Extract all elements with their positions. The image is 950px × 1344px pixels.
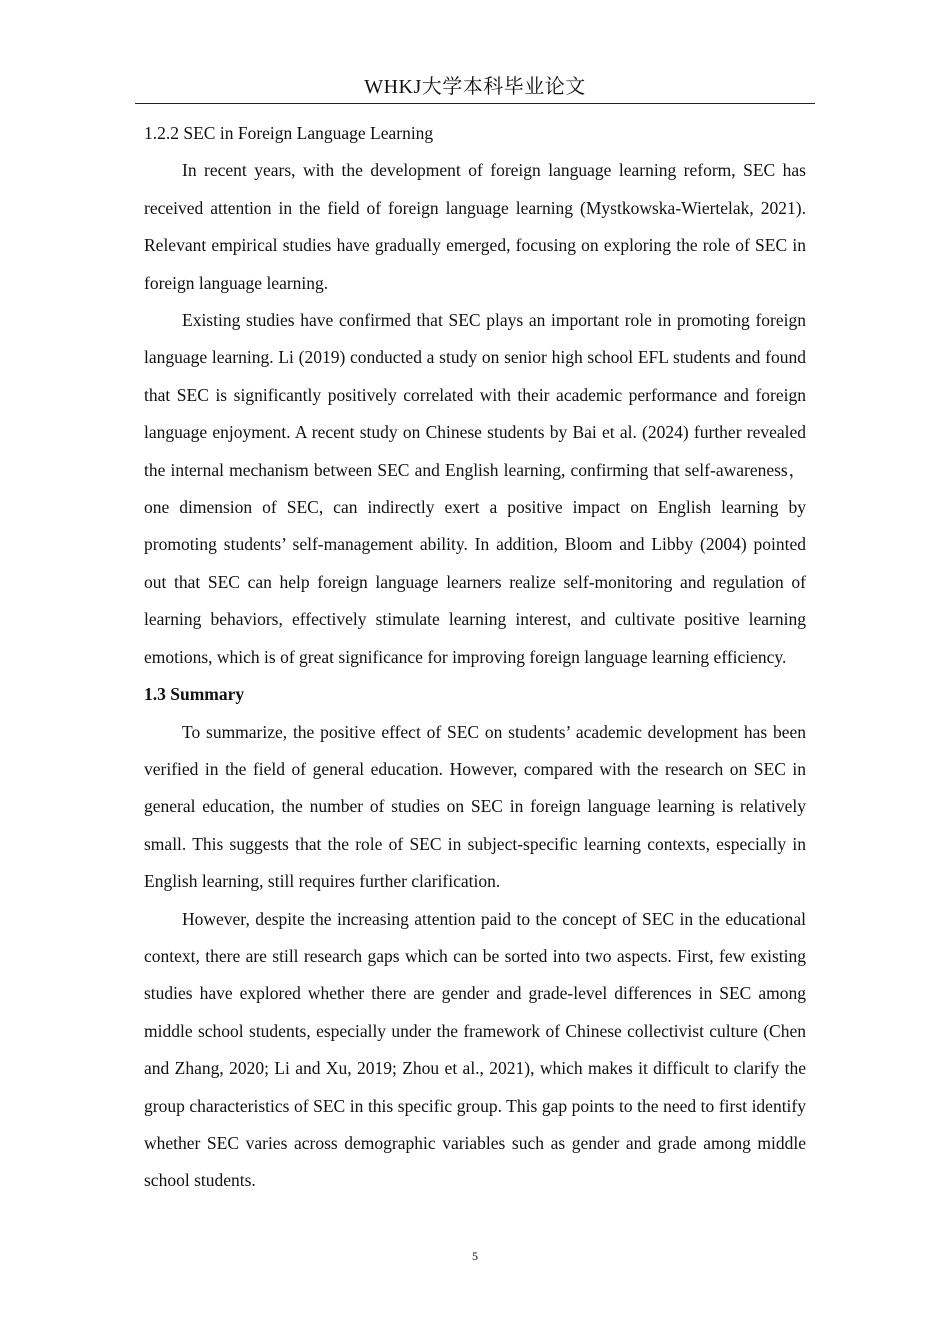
document-body <box>144 115 806 1200</box>
header-divider <box>135 103 815 104</box>
paragraph: In recent years, with the development of foreign language learning reform, SEC has received attention in the field of foreign language learning (Mystkowska-Wiertelak, 2021). Relevant empirical studies have gradually emerged, focusing on exploring the role of SEC in foreign language learning. <box>144 160 806 293</box>
section-heading-1-3: 1.3 Summary <box>144 684 245 705</box>
page-number: 5 <box>472 1249 478 1263</box>
paragraph: However, despite the increasing attention paid to the concept of SEC in the educational context, there are still research gaps which can be sorted into two aspects. First, few existing studies have explored whether there are gender and grade-level differences in SEC among middle school students, especially under the framework of Chinese collectivist culture (Chen and Zhang, 2020; Li and Xu, 2019; Zhou et al., 2021), which makes it difficult to clarify the group characteristics of SEC in this specific group. This gap points to the need to first identify whether SEC varies across demographic variables such as gender and grade among middle school students. <box>144 908 806 1191</box>
section-heading-1-2-2: 1.2.2 SEC in Foreign Language Learning <box>144 123 434 143</box>
paragraph: To summarize, the positive effect of SEC on students’ academic development has been verified in the field of general education. However, compared with the research on SEC in general education, the number of studies on SEC in foreign language learning is relatively small. This suggests that the role of SEC in subject-specific learning contexts, especially in English learning, still requires further clarification. <box>144 721 806 892</box>
page-header-title: WHKJ大学本科毕业论文 <box>364 76 586 98</box>
paragraph: Existing studies have confirmed that SEC plays an important role in promoting foreign language learning. Li (2019) conducted a study on senior high school EFL students and found that SEC is significantly positively correlated with their academic performance and foreign language enjoyment. A recent study on Chinese students by Bai et al. (2024) further revealed the internal mechanism between SEC and English learning, confirming that self-awareness，one dimension of SEC, can indirectly exert a positive impact on English learning by promoting students’ self-management ability. In addition, Bloom and Libby (2004) pointed out that SEC can help foreign language learners realize self-monitoring and regulation of learning behaviors, effectively stimulate learning interest, and cultivate positive learning emotions, which is of great significance for improving foreign language learning efficiency. <box>144 310 806 667</box>
